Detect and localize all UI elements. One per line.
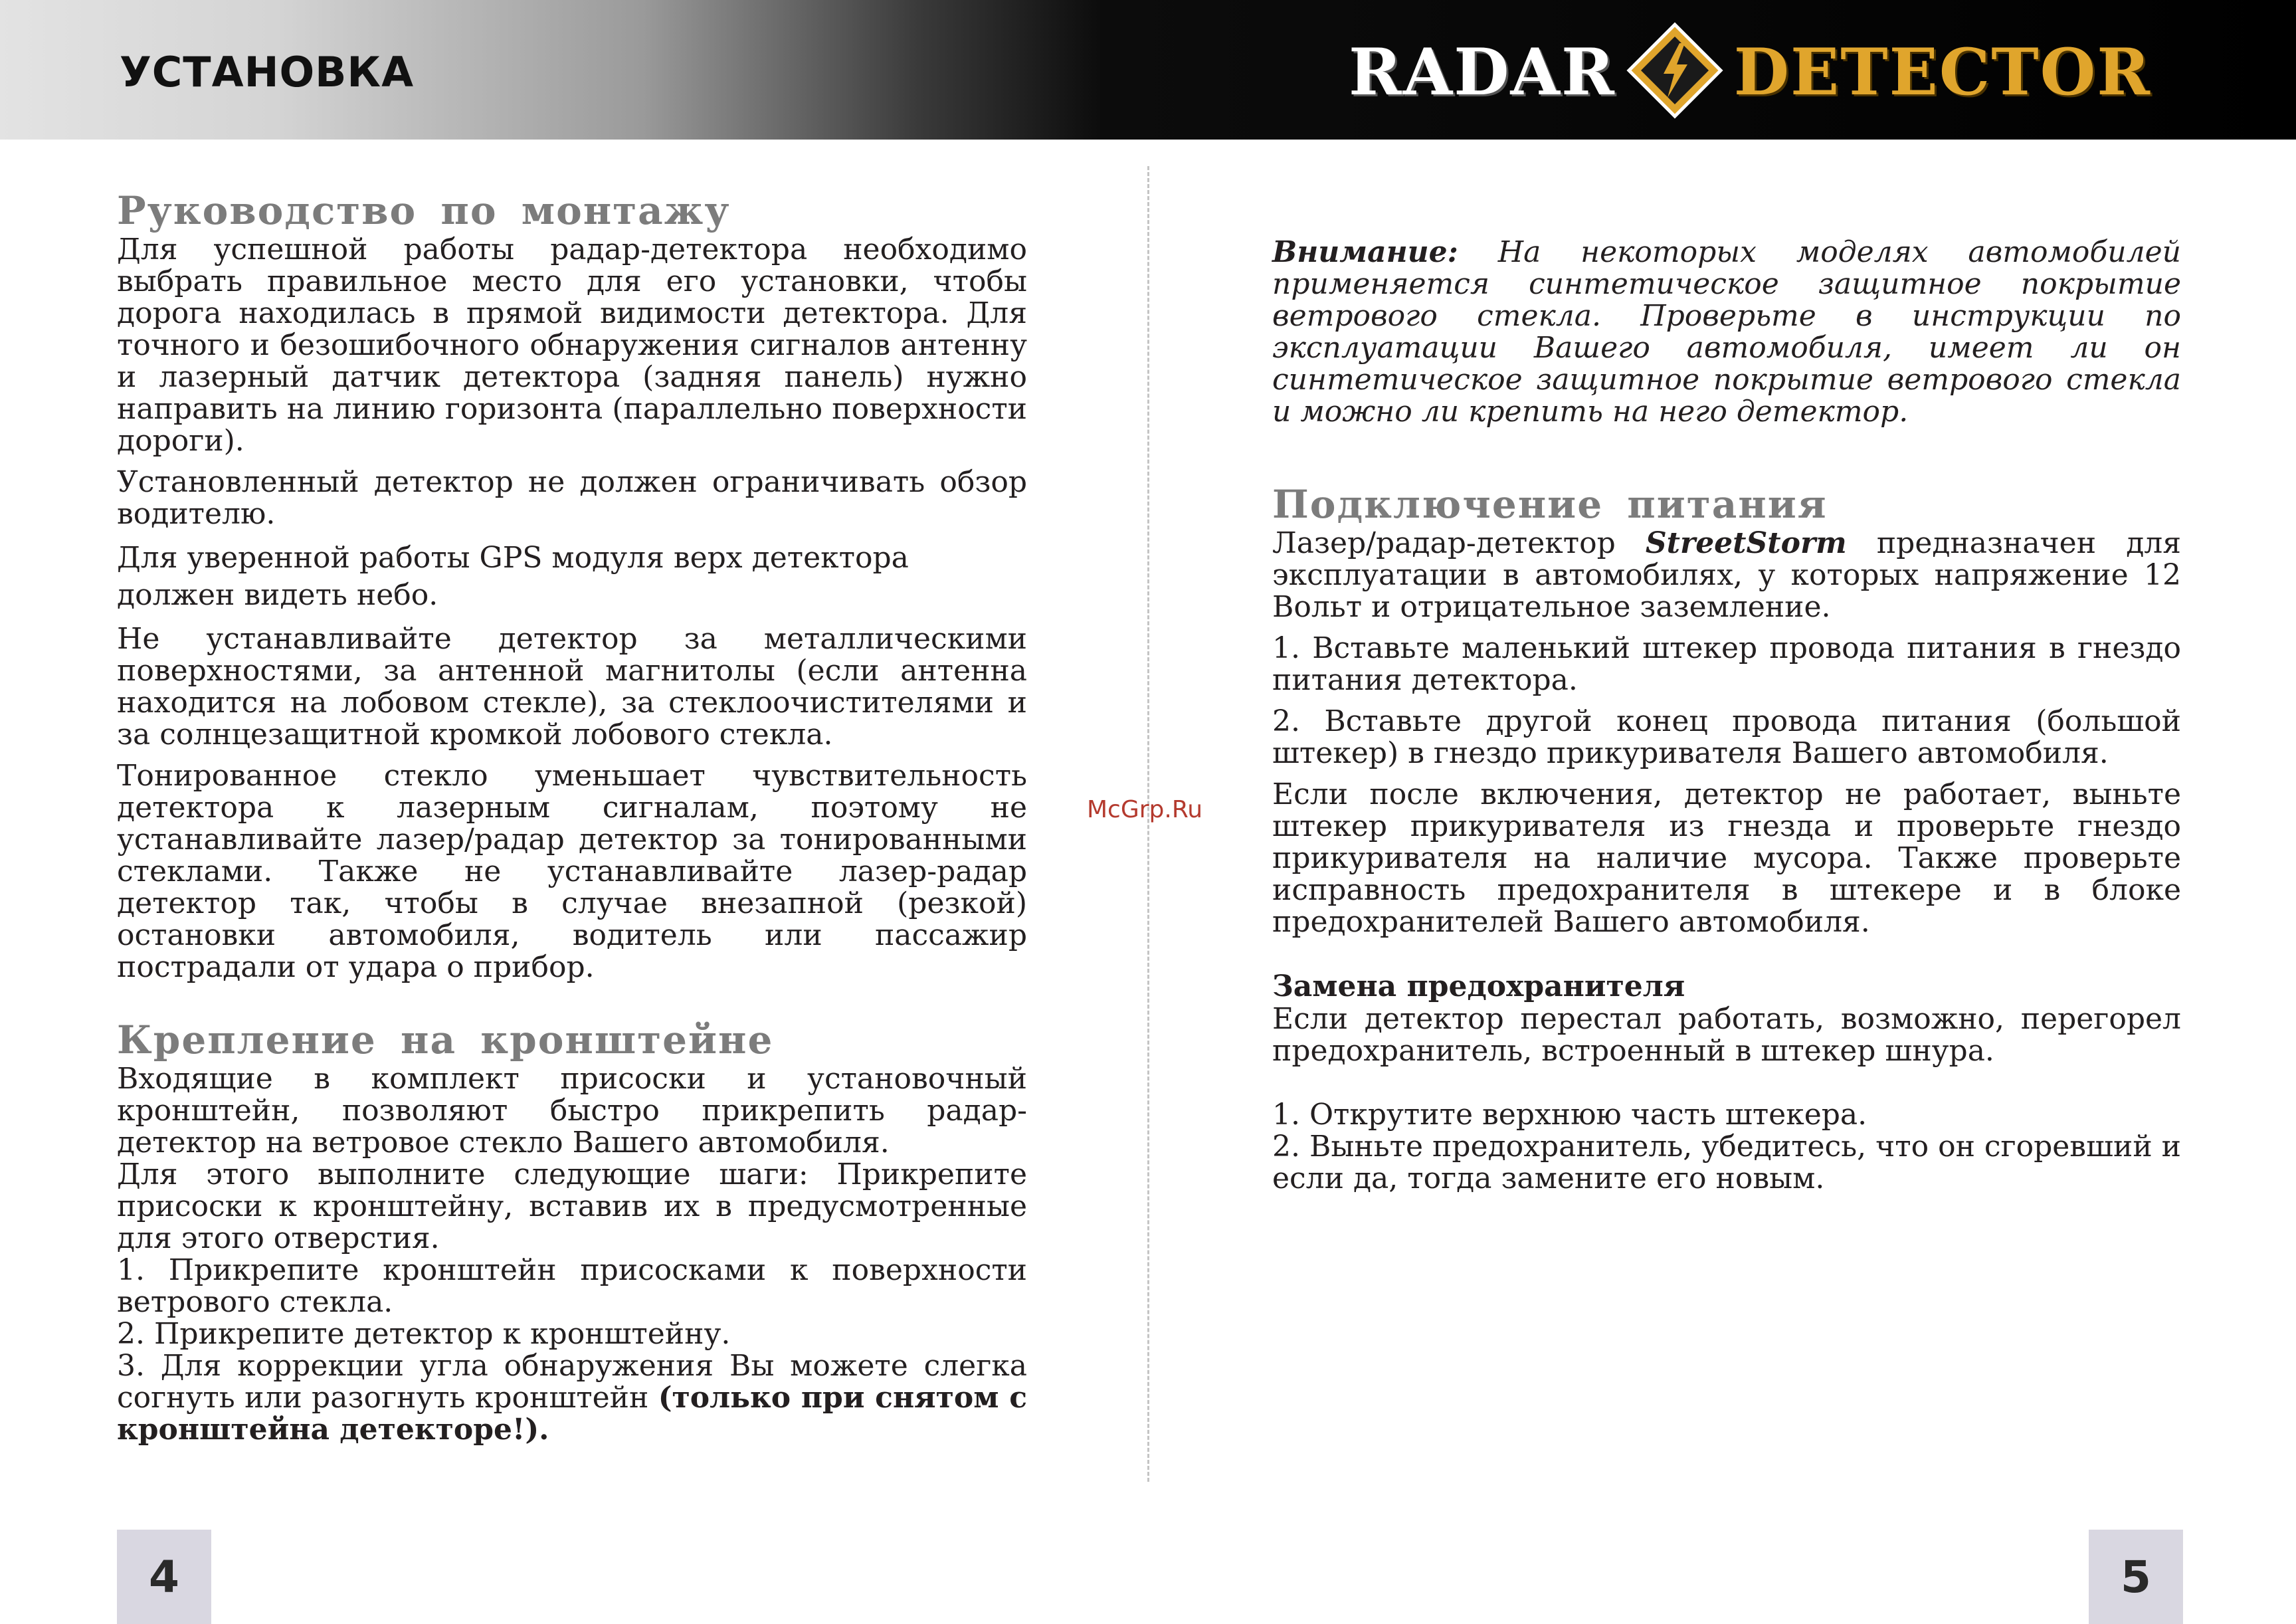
lightning-diamond-icon [1625, 21, 1725, 123]
page-fold-divider [1147, 166, 1149, 1482]
power-step: 2. Вставьте другой конец провода питания (большой штекер) в гнездо прикуривателя Вашего автомобиля. [1272, 704, 2181, 770]
right-page-column [1272, 237, 2181, 1195]
fuse-heading: Замена предохранителя [1272, 969, 1685, 1003]
mount-paragraph: Для успешной работы радар-детектора необходимо выбрать правильное место для его установки, чтобы дорога находилась в прямой видимости детектора. Для точного и безошибочного обнаружения сигналов антенну и лазерный датчик детектора (задняя панель) нужно направить на линию горизонта (параллельно поверхности дороги). [117, 233, 1027, 458]
page-number-left: 4 [117, 1530, 211, 1624]
brand-name: StreetStorm [1645, 526, 1847, 560]
power-text: предназначен для эксплуатации в автомобилях, у которых напряжение 12 Вольт и отрицательное заземление. [1272, 526, 2181, 624]
power-text: Лазер/радар-детектор [1272, 526, 1646, 560]
left-page-column [117, 187, 1027, 1446]
section-title: УСТАНОВКА [120, 48, 415, 96]
mount-paragraph: Установленный детектор не должен ограничивать обзор водителю. [117, 465, 1027, 531]
bracket-step-warning: (только при снятом с кронштейна детекторе!). [117, 1381, 1028, 1447]
logo-text-detector: DETECTOR [1733, 34, 2152, 110]
power-heading: Подключение питания [1272, 482, 1828, 527]
power-paragraph [1272, 528, 2181, 623]
mount-paragraph: Тонированное стекло уменьшает чувствительность детектора к лазерным сигналам, поэтому не устанавливайте лазер/радар детектор за тонированными стеклами. Также не устанавливайте лазер-радар детектор так, чтобы в случае внезапной (резкой) остановки автомобиля, водитель или пассажир пострадали от удара о прибор. [117, 759, 1027, 984]
bracket-paragraph: Входящие в комплект присоски и установочный кронштейн, позволяют быстро прикрепить радар-детектор на ветровое стекло Вашего автомобиля. [117, 1062, 1027, 1160]
mount-paragraph: Не устанавливайте детектор за металлическими поверхностями, за антенной магнитолы (если антенна находится на лобовом стекле), за стеклоочистителями и за солнцезащитной кромкой лобового стекла. [117, 622, 1027, 752]
fuse-paragraph: Если детектор перестал работать, возможно, перегорел предохранитель, встроенный в штекер шнура. [1272, 1002, 2181, 1068]
page-header-band [0, 0, 2296, 140]
bracket-step: 1. Прикрепите кронштейн присосками к поверхности ветрового стекла. [117, 1253, 1027, 1319]
attention-note [1272, 237, 2181, 428]
bracket-step [117, 1350, 1027, 1446]
blank-line [1272, 1067, 2181, 1099]
bracket-step: 2. Прикрепите детектор к кронштейну. [117, 1317, 731, 1351]
logo-text-radar: RADAR [1349, 34, 1616, 110]
fuse-step: 2. Выньте предохранитель, убедитесь, что он сгоревший и если да, тогда замените его новым. [1272, 1130, 2181, 1195]
page-number-right: 5 [2089, 1530, 2183, 1624]
bracket-step-text: 3. Для коррекции угла обнаружения Вы можете слегка согнуть или разогнуть кронштейн [117, 1349, 1027, 1415]
fuse-step: 1. Открутите верхнюю часть штекера. [1272, 1098, 1867, 1132]
power-paragraph: Если после включения, детектор не работает, выньте штекер прикуривателя из гнезда и проверьте гнездо прикуривателя на наличие мусора. Также проверьте исправность предохранителя в штекере и в блоке предохранителей Вашего автомобиля. [1272, 777, 2181, 939]
attention-label: Внимание: [1272, 235, 1458, 269]
attention-text: На некоторых моделях автомобилей применяется синтетическое защитное покрытие ветрового стекла. Проверьте в инструкции по эксплуатации Вашего автомобиля, имеет ли он синтетическое защитное покрытие ветрового стекла и можно ли крепить на него детектор. [1272, 235, 2181, 429]
bracket-paragraph: Для этого выполните следующие шаги: Прикрепите присоски к кронштейну, вставив их в предусмотренные для этого отверстия. [117, 1158, 1027, 1255]
power-step: 1. Вставьте маленький штекер провода питания в гнездо питания детектора. [1272, 631, 2181, 697]
mount-guide-heading: Руководство по монтажу [117, 188, 731, 233]
bracket-heading: Крепление на кронштейне [117, 1017, 774, 1063]
radar-detector-logo [1349, 25, 2151, 118]
watermark: McGrp.Ru [1087, 796, 1203, 823]
mount-paragraph-gps: Для уверенной работы GPS модуля верх детектора должен видеть небо. [117, 541, 909, 612]
